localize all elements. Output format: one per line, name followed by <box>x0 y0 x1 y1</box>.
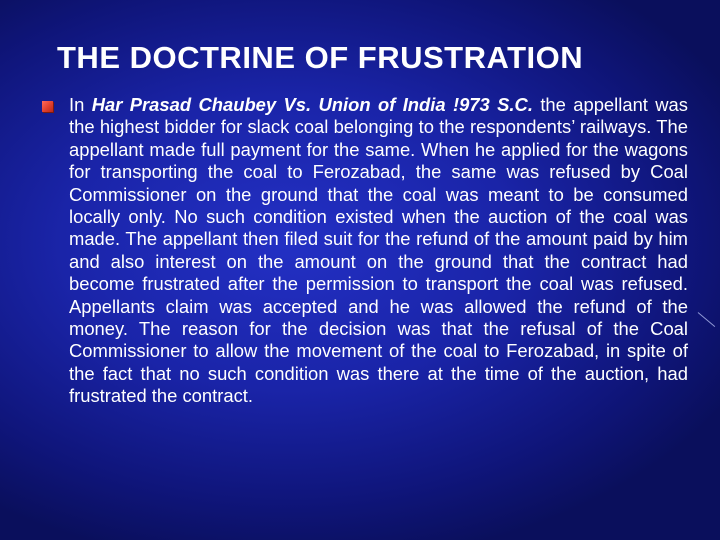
slide-title: THE DOCTRINE OF FRUSTRATION <box>57 40 584 75</box>
bullet-square-icon <box>42 101 53 112</box>
slide-body-paragraph <box>69 94 688 408</box>
case-citation: Har Prasad Chaubey Vs. Union of India !973 S.C. <box>91 94 533 115</box>
decorative-edge-line <box>698 312 715 327</box>
paragraph-intro: In <box>69 94 85 115</box>
paragraph-body: the appellant was the highest bidder for slack coal belonging to the respondents’ railways. The appellant made full payment for the same. When he applied for the wagons for transporting the coal to Ferozabad, the same was refused by Coal Commissioner on the ground that the coal was meant to be consumed locally only. No such condition existed when the auction of the coal was made. The appellant then filed suit for the refund of the amount paid by him and also interest on the amount on the ground that the contract had become frustrated after the permission to transport the coal was refused. Appellants claim was accepted and he was allowed the refund of the money. The reason for the decision was that the refusal of the Coal Commissioner to allow the movement of the coal to Ferozabad, in spite of the fact that no such condition was there at the time of the auction, had frustrated the contract. <box>69 94 688 407</box>
